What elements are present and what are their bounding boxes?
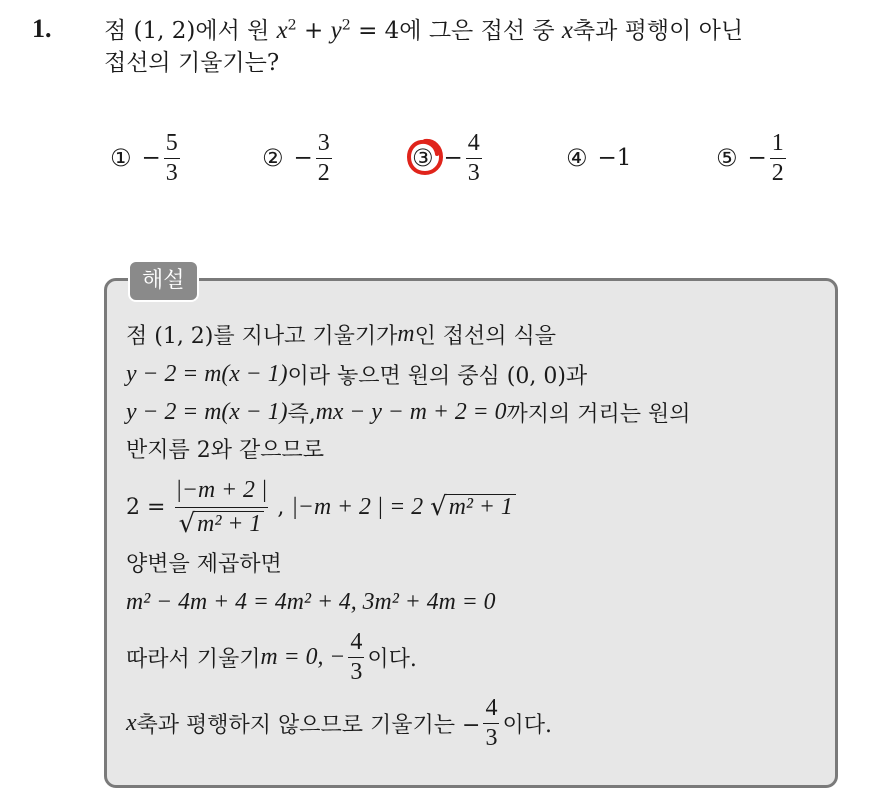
solution-line-2: y − 2 = m(x − 1) 이라 놓으면 원의 중심 (0, 0)과 — [126, 360, 588, 389]
choice-3[interactable]: ③ − $\frac{4}{3}$ — [412, 128, 485, 188]
question-text-line-2: 접선의 기울기는? — [104, 50, 280, 76]
choice-4-mark: ④ — [566, 144, 588, 172]
choice-5-mark: ⑤ — [716, 144, 738, 172]
question-text-line-1: 점 (1, 2)에서 원 $x^2 + y^2 = 4$에 그은 접선 중 x축과 평행이 아닌 — [104, 17, 744, 44]
choice-5[interactable]: ⑤ − $\frac{1}{2}$ — [716, 129, 784, 186]
choice-1[interactable]: ① − $\frac{5}{3}$ — [110, 129, 178, 186]
choice-5-fraction: $\frac{1}{2}$ — [771, 129, 784, 186]
solution-line-6: 양변을 제곱하면 — [126, 551, 282, 577]
solution-line-5-distance-equation: 2 = |−m + 2 | √ m² + 1 , |−m + 2 | = 2 √ m² + 1 — [126, 472, 516, 542]
solution-line-7: m² − 4m + 4 = 4m² + 4, 3m² + 4m = 0 — [126, 588, 496, 615]
solution-line-3: y − 2 = m(x − 1) 즉, mx − y − m + 2 = 0 까지의 거리는 원의 — [126, 398, 691, 427]
choice-2[interactable]: ② − $\frac{3}{2}$ — [262, 129, 330, 186]
question-number: 1. — [32, 14, 52, 43]
choice-3-fraction: $\frac{4}{3}$ — [467, 129, 480, 186]
choice-1-mark: ① — [110, 144, 132, 172]
solution-tab: 해설 — [128, 260, 199, 302]
choice-2-mark: ② — [262, 144, 284, 172]
solution-line-9-conclusion: x 축과 평행하지 않으므로 기울기는 − $\frac{4}{3}$ 이다. — [126, 694, 552, 751]
solution-line-1: 점 (1, 2)를 지나고 기울기가 m 인 접선의 식을 — [126, 320, 557, 349]
distance-fraction: |−m + 2 | √ m² + 1 — [175, 476, 268, 539]
sqrt-denominator: √ m² + 1 — [179, 511, 265, 537]
choice-4[interactable]: ④ −1 — [566, 144, 632, 172]
choice-3-mark: ③ — [412, 144, 434, 172]
solution-line-4: 반지름 2와 같으므로 — [126, 437, 324, 463]
choice-1-fraction: $\frac{5}{3}$ — [165, 129, 178, 186]
choice-2-fraction: $\frac{3}{2}$ — [317, 129, 330, 186]
answer-fraction: $\frac{4}{3}$ — [485, 694, 498, 751]
solution-line-8: 따라서 기울기 m = 0, − $\frac{4}{3}$ 이다. — [126, 628, 417, 685]
slope-fraction: $\frac{4}{3}$ — [350, 628, 363, 685]
sqrt-rhs: √ m² + 1 — [430, 494, 516, 520]
